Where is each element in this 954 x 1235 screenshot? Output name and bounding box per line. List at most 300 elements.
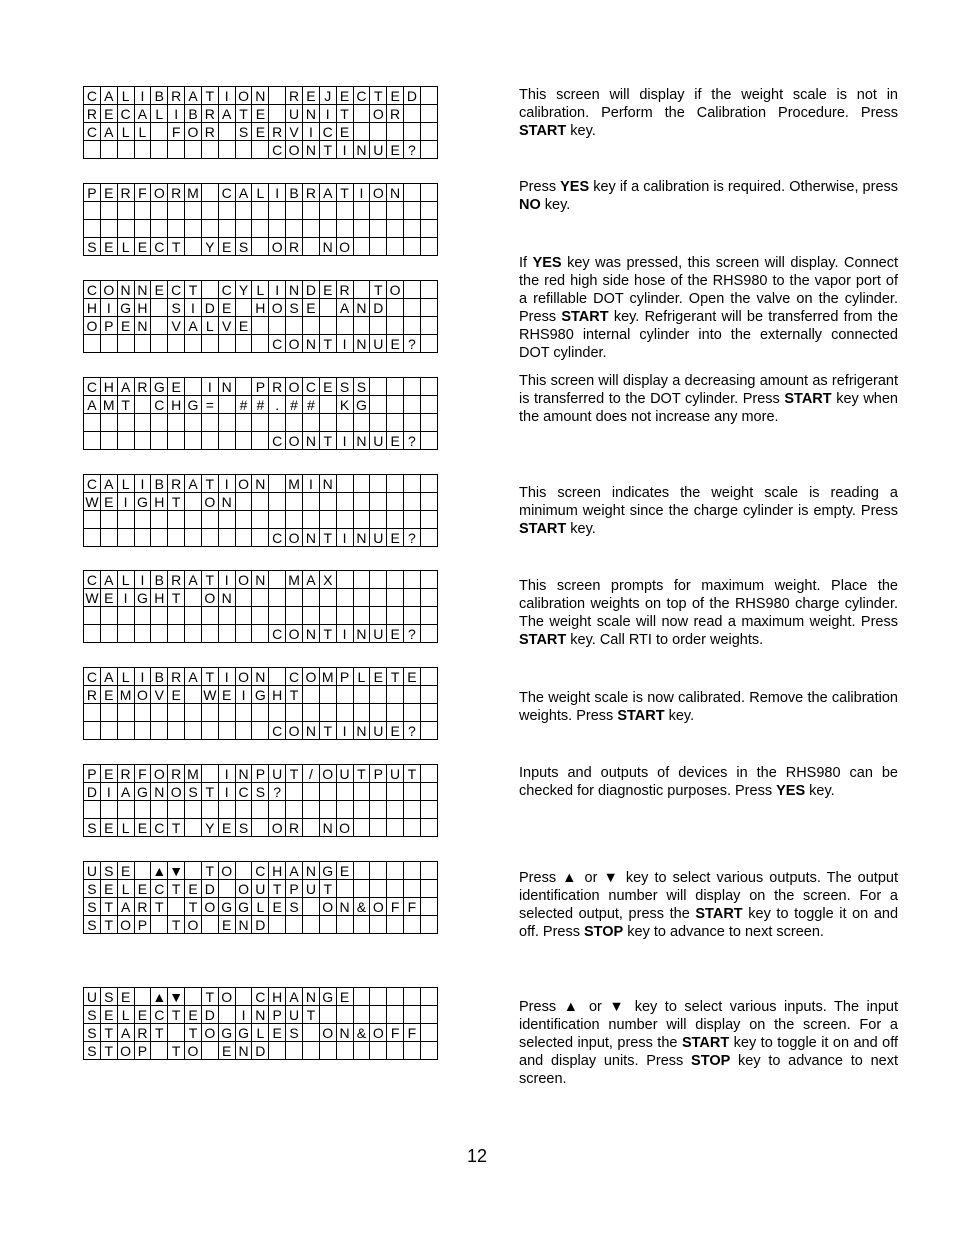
lcd-cell: I	[100, 299, 117, 317]
lcd-cell	[252, 220, 269, 238]
lcd-cell: T	[168, 880, 185, 898]
lcd-cell	[185, 414, 202, 432]
lcd-cell	[353, 783, 370, 801]
lcd-row	[84, 862, 438, 880]
lcd-cell	[235, 722, 252, 740]
lcd-cell: R	[302, 184, 319, 202]
lcd-cell	[404, 988, 421, 1006]
lcd-cell: L	[117, 87, 134, 105]
lcd-cell: T	[336, 105, 353, 123]
lcd-cell	[134, 529, 151, 547]
screen-description	[519, 869, 898, 941]
key-name: START	[784, 391, 832, 407]
lcd-cell	[387, 220, 404, 238]
key-name: STOP	[584, 924, 624, 940]
lcd-cell	[134, 396, 151, 414]
lcd-cell	[201, 414, 218, 432]
lcd-cell	[353, 1042, 370, 1060]
lcd-cell: ?	[404, 625, 421, 643]
lcd-cell: N	[302, 722, 319, 740]
lcd-cell: R	[117, 184, 134, 202]
lcd-cell	[336, 589, 353, 607]
lcd-cell	[168, 220, 185, 238]
lcd-cell: A	[185, 87, 202, 105]
lcd-cell: I	[336, 722, 353, 740]
lcd-cell: N	[252, 668, 269, 686]
lcd-cell: S	[235, 819, 252, 837]
lcd-cell: S	[100, 862, 117, 880]
lcd-cell	[151, 625, 168, 643]
lcd-row	[84, 704, 438, 722]
lcd-cell: S	[84, 898, 101, 916]
lcd-cell: A	[117, 1024, 134, 1042]
lcd-cell: ?	[404, 141, 421, 159]
lcd-cell: N	[218, 378, 235, 396]
lcd-cell: T	[370, 87, 387, 105]
lcd-cell: T	[185, 898, 202, 916]
lcd-cell: U	[286, 1006, 303, 1024]
lcd-cell: R	[201, 123, 218, 141]
lcd-cell	[387, 880, 404, 898]
lcd-cell: G	[353, 396, 370, 414]
lcd-cell: B	[286, 184, 303, 202]
description-text: This screen indicates the weight scale is reading a minimum weight since the charge cylinder is empty. Press	[519, 485, 898, 519]
lcd-cell: O	[286, 378, 303, 396]
lcd-cell: A	[84, 396, 101, 414]
lcd-cell	[420, 1006, 437, 1024]
lcd-cell: I	[117, 589, 134, 607]
lcd-cell: O	[185, 1042, 202, 1060]
lcd-cell: E	[370, 668, 387, 686]
lcd-cell: I	[117, 493, 134, 511]
lcd-cell	[420, 880, 437, 898]
lcd-cell: A	[185, 317, 202, 335]
lcd-cell: A	[286, 862, 303, 880]
lcd-cell: M	[286, 475, 303, 493]
lcd-row	[84, 105, 438, 123]
lcd-cell	[319, 220, 336, 238]
lcd-cell: A	[235, 184, 252, 202]
lcd-cell	[420, 141, 437, 159]
lcd-cell: E	[218, 238, 235, 256]
lcd-cell	[235, 335, 252, 353]
lcd-cell	[420, 819, 437, 837]
lcd-cell: T	[319, 625, 336, 643]
lcd-cell	[420, 378, 437, 396]
lcd-cell	[387, 414, 404, 432]
lcd-cell: S	[84, 1024, 101, 1042]
lcd-cell: E	[387, 722, 404, 740]
lcd-cell	[286, 511, 303, 529]
lcd-cell	[84, 704, 101, 722]
lcd-cell	[319, 704, 336, 722]
lcd-cell	[370, 704, 387, 722]
lcd-cell: C	[302, 378, 319, 396]
lcd-cell: E	[168, 686, 185, 704]
lcd-cell: I	[218, 571, 235, 589]
lcd-cell: E	[336, 87, 353, 105]
lcd-cell: D	[252, 1042, 269, 1060]
lcd-cell	[319, 414, 336, 432]
lcd-cell	[84, 722, 101, 740]
lcd-cell: N	[252, 475, 269, 493]
lcd-cell	[168, 432, 185, 450]
lcd-cell: R	[134, 898, 151, 916]
lcd-cell: R	[84, 686, 101, 704]
lcd-cell: F	[404, 898, 421, 916]
lcd-cell	[134, 801, 151, 819]
lcd-cell	[353, 686, 370, 704]
lcd-cell: A	[117, 378, 134, 396]
lcd-cell: T	[302, 1006, 319, 1024]
lcd-cell	[269, 589, 286, 607]
lcd-cell	[404, 801, 421, 819]
lcd-cell	[252, 414, 269, 432]
lcd-cell	[420, 686, 437, 704]
lcd-row	[84, 529, 438, 547]
lcd-cell	[404, 916, 421, 934]
lcd-cell	[404, 589, 421, 607]
lcd-cell: T	[151, 898, 168, 916]
lcd-cell	[168, 607, 185, 625]
lcd-cell	[353, 589, 370, 607]
lcd-cell	[84, 801, 101, 819]
lcd-cell	[387, 589, 404, 607]
lcd-cell	[201, 529, 218, 547]
lcd-cell	[185, 378, 202, 396]
lcd-cell	[404, 493, 421, 511]
lcd-cell	[100, 220, 117, 238]
lcd-cell: E	[387, 87, 404, 105]
lcd-cell: D	[252, 916, 269, 934]
lcd-cell: O	[218, 862, 235, 880]
lcd-cell: S	[353, 378, 370, 396]
lcd-screen	[83, 667, 438, 740]
lcd-cell: N	[353, 141, 370, 159]
lcd-cell	[269, 414, 286, 432]
lcd-cell: E	[387, 625, 404, 643]
lcd-cell	[353, 475, 370, 493]
lcd-cell	[117, 722, 134, 740]
lcd-cell: M	[319, 668, 336, 686]
screen-description	[519, 998, 898, 1088]
lcd-cell: E	[185, 880, 202, 898]
lcd-cell: T	[269, 880, 286, 898]
description-text: key if a calibration is required. Otherwise, press	[589, 179, 899, 195]
lcd-cell	[117, 801, 134, 819]
lcd-cell	[420, 765, 437, 783]
lcd-cell	[286, 589, 303, 607]
lcd-cell: S	[286, 1024, 303, 1042]
lcd-screen	[83, 183, 438, 256]
lcd-cell: C	[269, 432, 286, 450]
key-name: YES	[532, 255, 562, 271]
lcd-cell	[252, 589, 269, 607]
lcd-cell: A	[336, 299, 353, 317]
lcd-cell: Y	[235, 281, 252, 299]
lcd-cell: L	[252, 281, 269, 299]
lcd-cell	[404, 378, 421, 396]
lcd-row	[84, 589, 438, 607]
lcd-cell: C	[218, 281, 235, 299]
lcd-cell	[168, 414, 185, 432]
lcd-cell	[286, 414, 303, 432]
lcd-cell: E	[218, 916, 235, 934]
description-text: key to toggle it on and off and display units. Press	[519, 1035, 899, 1069]
lcd-cell: A	[286, 988, 303, 1006]
lcd-cell	[370, 396, 387, 414]
lcd-cell: X	[319, 571, 336, 589]
lcd-cell	[185, 722, 202, 740]
lcd-cell	[387, 801, 404, 819]
lcd-cell	[252, 819, 269, 837]
lcd-row	[84, 1024, 438, 1042]
lcd-cell: E	[100, 686, 117, 704]
lcd-cell	[134, 335, 151, 353]
lcd-cell: V	[286, 123, 303, 141]
lcd-cell	[404, 783, 421, 801]
lcd-cell: E	[100, 1006, 117, 1024]
lcd-cell: T	[235, 105, 252, 123]
lcd-cell	[353, 414, 370, 432]
lcd-cell	[185, 704, 202, 722]
description-text: key. Refrigerant will be transferred from the RHS980 internal cylinder into the externally connected DOT cylinder.	[519, 309, 899, 361]
lcd-cell	[100, 202, 117, 220]
lcd-cell	[353, 493, 370, 511]
lcd-cell: N	[235, 765, 252, 783]
lcd-cell: C	[269, 335, 286, 353]
lcd-cell	[252, 317, 269, 335]
lcd-cell: B	[151, 668, 168, 686]
lcd-cell	[370, 916, 387, 934]
lcd-cell	[252, 607, 269, 625]
lcd-cell	[100, 511, 117, 529]
lcd-cell: G	[117, 299, 134, 317]
lcd-cell: O	[100, 281, 117, 299]
lcd-cell: R	[387, 105, 404, 123]
lcd-cell	[336, 511, 353, 529]
lcd-cell	[353, 819, 370, 837]
lcd-cell: S	[100, 988, 117, 1006]
lcd-cell	[151, 529, 168, 547]
key-name: START	[519, 123, 567, 139]
lcd-cell	[269, 704, 286, 722]
lcd-cell: C	[117, 105, 134, 123]
lcd-cell	[353, 220, 370, 238]
lcd-cell: N	[134, 317, 151, 335]
lcd-cell	[117, 202, 134, 220]
lcd-cell: L	[117, 475, 134, 493]
lcd-cell	[218, 335, 235, 353]
lcd-cell: O	[218, 988, 235, 1006]
lcd-cell	[370, 202, 387, 220]
lcd-cell	[235, 704, 252, 722]
lcd-cell	[218, 801, 235, 819]
lcd-cell: N	[319, 819, 336, 837]
lcd-cell: G	[319, 862, 336, 880]
lcd-cell: W	[85, 493, 99, 510]
lcd-cell: C	[269, 625, 286, 643]
lcd-cell	[353, 1006, 370, 1024]
lcd-cell: L	[252, 184, 269, 202]
lcd-cell	[235, 801, 252, 819]
lcd-cell	[134, 220, 151, 238]
lcd-cell	[235, 862, 252, 880]
lcd-cell: C	[235, 783, 252, 801]
screen-description	[519, 254, 898, 362]
lcd-cell: T	[185, 1024, 202, 1042]
lcd-cell	[420, 607, 437, 625]
lcd-cell: U	[370, 529, 387, 547]
lcd-cell: ?	[404, 722, 421, 740]
lcd-cell: O	[370, 1024, 387, 1042]
lcd-cell	[404, 1042, 421, 1060]
lcd-cell	[370, 511, 387, 529]
lcd-cell	[404, 607, 421, 625]
lcd-cell	[269, 493, 286, 511]
lcd-cell	[252, 511, 269, 529]
key-name: START	[519, 632, 567, 648]
lcd-cell	[319, 396, 336, 414]
lcd-cell	[336, 704, 353, 722]
lcd-row	[84, 378, 438, 396]
lcd-cell	[404, 238, 421, 256]
lcd-cell	[151, 722, 168, 740]
lcd-cell	[404, 414, 421, 432]
lcd-cell: E	[269, 898, 286, 916]
lcd-cell: T	[387, 668, 404, 686]
lcd-cell: A	[319, 184, 336, 202]
lcd-cell: N	[336, 898, 353, 916]
lcd-cell: E	[218, 1042, 235, 1060]
lcd-cell: N	[353, 432, 370, 450]
lcd-cell	[302, 819, 319, 837]
lcd-cell	[420, 722, 437, 740]
lcd-cell	[370, 378, 387, 396]
lcd-cell: E	[319, 281, 336, 299]
lcd-cell	[84, 529, 101, 547]
lcd-cell	[336, 1006, 353, 1024]
lcd-cell	[420, 317, 437, 335]
lcd-cell: G	[134, 493, 151, 511]
key-name: START	[617, 708, 665, 724]
lcd-cell: D	[201, 1006, 218, 1024]
lcd-cell: F	[134, 184, 151, 202]
lcd-cell: O	[235, 87, 252, 105]
lcd-cell: P	[100, 317, 117, 335]
lcd-cell	[117, 511, 134, 529]
lcd-cell: N	[302, 141, 319, 159]
lcd-cell: U	[302, 880, 319, 898]
lcd-cell: G	[252, 686, 269, 704]
lcd-cell: O	[269, 299, 286, 317]
lcd-cell	[252, 335, 269, 353]
lcd-cell	[235, 607, 252, 625]
lcd-cell: S	[185, 783, 202, 801]
lcd-cell	[387, 475, 404, 493]
lcd-cell	[336, 571, 353, 589]
lcd-cell: T	[201, 571, 218, 589]
lcd-cell: T	[185, 281, 202, 299]
lcd-cell: O	[151, 765, 168, 783]
lcd-cell	[185, 801, 202, 819]
lcd-cell	[235, 529, 252, 547]
lcd-cell: R	[134, 378, 151, 396]
lcd-cell	[302, 414, 319, 432]
lcd-screen	[83, 377, 438, 450]
lcd-cell: R	[134, 1024, 151, 1042]
lcd-cell: C	[252, 862, 269, 880]
lcd-cell	[370, 123, 387, 141]
lcd-cell	[387, 511, 404, 529]
lcd-cell: F	[134, 765, 151, 783]
lcd-cell: N	[353, 299, 370, 317]
lcd-cell	[319, 607, 336, 625]
lcd-cell	[404, 281, 421, 299]
lcd-cell	[235, 414, 252, 432]
lcd-cell: S	[168, 299, 185, 317]
lcd-row	[84, 220, 438, 238]
lcd-cell: O	[387, 281, 404, 299]
lcd-cell: #	[235, 396, 252, 414]
lcd-cell: N	[117, 281, 134, 299]
lcd-cell	[319, 511, 336, 529]
key-name: YES	[560, 179, 590, 195]
lcd-cell: C	[319, 123, 336, 141]
lcd-cell	[151, 299, 168, 317]
lcd-cell: D	[201, 880, 218, 898]
lcd-cell: T	[117, 396, 134, 414]
lcd-cell: P	[134, 916, 151, 934]
lcd-cell: I	[168, 105, 185, 123]
lcd-cell: L	[117, 1006, 134, 1024]
lcd-cell: R	[168, 87, 185, 105]
lcd-cell: E	[218, 686, 235, 704]
lcd-cell: I	[134, 571, 151, 589]
lcd-cell: A	[117, 898, 134, 916]
lcd-cell: M	[185, 765, 202, 783]
lcd-cell	[100, 414, 117, 432]
lcd-cell	[252, 432, 269, 450]
lcd-cell: G	[134, 589, 151, 607]
lcd-cell	[370, 862, 387, 880]
lcd-cell	[286, 783, 303, 801]
lcd-cell: T	[336, 184, 353, 202]
lcd-cell: N	[151, 783, 168, 801]
lcd-cell: E	[168, 378, 185, 396]
screen-description	[519, 689, 898, 725]
lcd-cell: O	[235, 571, 252, 589]
lcd-cell: P	[84, 765, 101, 783]
lcd-cell	[370, 1042, 387, 1060]
lcd-screen	[83, 570, 438, 643]
lcd-cell: P	[84, 184, 101, 202]
lcd-cell: E	[100, 880, 117, 898]
lcd-cell	[336, 686, 353, 704]
lcd-cell: ▲	[152, 862, 167, 879]
lcd-cell: T	[201, 475, 218, 493]
lcd-cell	[252, 625, 269, 643]
lcd-cell	[168, 704, 185, 722]
lcd-cell	[404, 202, 421, 220]
lcd-cell: U	[370, 141, 387, 159]
key-name: STOP	[691, 1053, 731, 1069]
lcd-row	[84, 722, 438, 740]
lcd-cell: O	[201, 1024, 218, 1042]
lcd-cell: &	[353, 898, 370, 916]
lcd-cell	[387, 299, 404, 317]
lcd-cell: C	[168, 281, 185, 299]
